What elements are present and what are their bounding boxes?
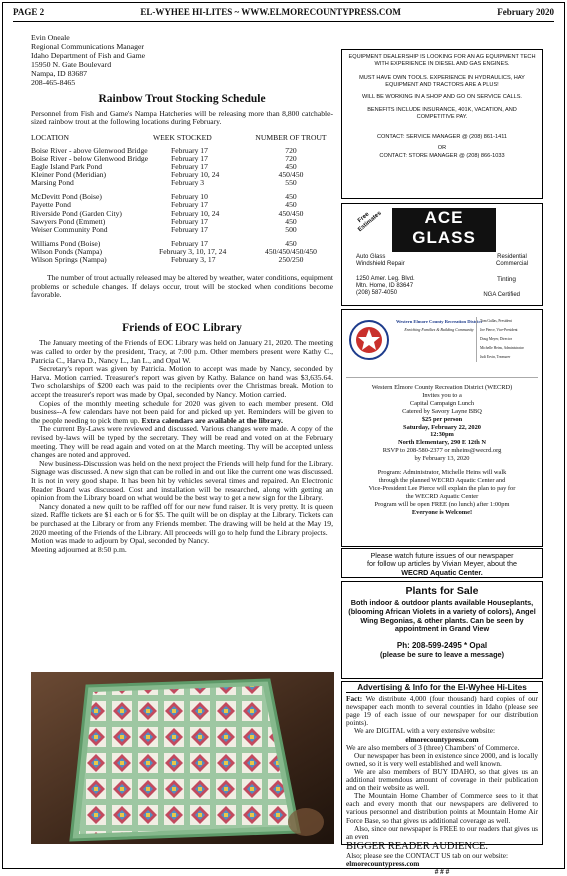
glass-services-left	[356, 254, 405, 268]
invite-line: RSVP to 208-580-2377 or mheins@wecrd.org	[382, 447, 502, 455]
info-fact	[346, 695, 538, 727]
invite-line: North Elementary, 290 E 12th N	[397, 439, 487, 447]
library-paragraph: The January meeting of the Friends of EOC Library was held on January 21, 2020. The meeting was called to order by the president, Tracy, at 7:00 p.m. Other members present were Kathy C., Patricia C., Harva D., Nancy L., Jan L., and Opal W.	[31, 338, 333, 365]
library-article	[31, 339, 333, 554]
row-number: 550	[285, 178, 297, 188]
nga-certified: NGA Certified	[483, 292, 520, 298]
plants-title: Plants for Sale	[405, 585, 479, 597]
row-location: Marsing Pond	[31, 178, 74, 188]
row-week: February 17	[171, 200, 208, 210]
info-website: elmorecountypress.com	[405, 734, 479, 744]
masthead-title: EL-WYHEE HI-LITES ~ WWW.ELMORECOUNTYPRESS.COM	[140, 7, 401, 17]
row-week: February 17	[171, 153, 208, 163]
invite-line: Western Elmore County Recreation District (WECRD)	[371, 384, 513, 391]
invite-line: by February 13, 2020	[414, 455, 470, 463]
quilt-photo	[31, 672, 334, 844]
row-week: February 17	[171, 238, 208, 248]
row-week: February 10	[171, 192, 208, 202]
row-number: 450	[285, 238, 297, 248]
row-number: 500	[285, 224, 297, 234]
glass-services-right	[496, 254, 528, 268]
invite-line: $25 per person	[421, 415, 463, 423]
table-row	[31, 226, 331, 234]
contact-line: Regional Communications Manager	[31, 42, 145, 51]
row-week: February 17	[171, 216, 208, 226]
newspaper-page	[2, 2, 565, 876]
ad-ace-glass	[341, 203, 543, 306]
ad-line: BENEFITS INCLUDE INSURANCE, 401K, VACATION, AND COMPETITIVE PAY.	[367, 107, 517, 121]
tinting-label: Tinting	[497, 276, 516, 283]
trout-heading: Rainbow Trout Stocking Schedule	[98, 93, 266, 105]
library-heading: Friends of EOC Library	[122, 321, 242, 334]
invite-line: Program: Administrator, Michelle Heins will walk	[377, 469, 507, 477]
info-bigger: BIGGER READER AUDIENCE.	[346, 840, 489, 852]
row-location: Wilson Springs (Nampa)	[31, 255, 107, 264]
ad-line: MUST HAVE OWN TOOLS. EXPERIENCE IN HYDRAULICS, HAY EQUIPMENT AND TRACTORS ARE A PLUS!	[359, 74, 525, 89]
row-number: 450/450	[278, 170, 304, 180]
fact-text: We distribute 4,000 (four thousand) hard copies of our newspaper each month to several counties in Idaho (please see page 19 of each issue of our newspaper for our distribution points).	[346, 694, 538, 728]
row-week: February 17	[171, 224, 208, 234]
contact-line: Idaho Department of Fish and Game	[31, 51, 146, 60]
row-number: 450	[285, 162, 297, 172]
contact-line: Evin Oneale	[31, 33, 70, 42]
row-location: McDevitt Pond (Boise)	[31, 192, 102, 202]
row-location: Payette Pond	[31, 200, 71, 210]
ad-line: EQUIPMENT DEALERSHIP IS LOOKING FOR AN AG EQUIPMENT TECH WITH EXPERIENCE IN DIESEL AND GAS ENGINES.	[348, 54, 536, 68]
header-rule	[13, 21, 554, 22]
ad-line: CONTACT: SERVICE MANAGER @ (208) 861-1411	[376, 133, 508, 140]
info-members: We are also members of 3 (three) Chambers' of Commerce.	[346, 742, 520, 752]
row-number: 250/250	[278, 255, 304, 264]
info-chamber: The Mountain Home Chamber of Commerce sees to it that each and every month that our newspapers are delivered to various personnel and distribution points at Mountain Home Air Force Base, so that gives us additional coverage as well.	[346, 791, 538, 825]
info-website-2: elmorecountypress.com	[346, 858, 420, 868]
ad-plants-for-sale	[341, 581, 543, 679]
col-week: WEEK STOCKED	[153, 132, 212, 142]
ad-vivian-followup	[341, 548, 543, 578]
address-line: Mtn. Home, ID 83647	[356, 283, 414, 289]
library-paragraph: New business-Discussion was held on the next project the Friends will help fund for the Library. Signage was discussed. A new sign that can be rolled in and out like the current one was discussed. It is not in very good shape. It has been hit by vehicles several times and repaired. An Electronic Reader Board was discussed. Cost and installation will be researched, along with getting an opinion from the Library board on what would be the best way to get a new sign for the Library.	[31, 458, 333, 503]
row-location: Boise River - below Glenwood Bridge	[31, 153, 149, 163]
library-paragraph: Motion was made to adjourn by Opal, seconded by Nancy.	[31, 536, 210, 546]
library-paragraph: Secretary's report was given by Patricia. Motion to accept was made by Nancy, seconded by Harva. Motion carried. Treasurer's report was given by Kathy. Balance on hand was $3,635.64. Two scholarships of $200 each was paid to the recipients over the Christmas break. Motion to accept the treasurer's report was made by Opal, seconded by Nancy. Motion carried.	[31, 364, 333, 400]
info-title: Advertising & Info for the El-Wyhee Hi-Lites	[346, 684, 538, 693]
board-member: Judi Ervin, Treasurer	[480, 355, 511, 359]
row-week: February 17	[171, 162, 208, 172]
ad-wecrd-lunch	[341, 309, 543, 547]
followup-line: for follow up articles by Vivian Meyer, about the	[366, 559, 518, 569]
row-week: February 3	[171, 178, 205, 188]
row-location: Sawyers Pond (Emmett)	[31, 216, 106, 226]
invite-line: Everyone is Welcome!	[411, 508, 473, 516]
invite-line: 12:30pm	[430, 431, 454, 439]
table-row	[31, 256, 331, 264]
library-paragraph-text: Copies of the monthly meeting schedule for 2020 was given to each member present. Old business--A few calendars have not been paid for and picked up yet. Reminders will be given to the people needing to pick them up.	[31, 398, 333, 425]
trout-closing: The number of trout actually released may be altered by weather, water conditions, equipment problems or schedule changes. If delays occur, trout will be stocked when conditions become favorable.	[31, 273, 333, 300]
wecrd-tagline: Enriching Families & Building Community	[404, 327, 474, 332]
row-location: Boise River - above Glenwood Bridge	[31, 145, 148, 155]
row-location: Riverside Pond (Garden City)	[31, 208, 122, 218]
row-week: February 10, 24	[171, 208, 220, 218]
board-member: Doug Meyer, Director	[480, 337, 512, 341]
ace-glass-logo	[392, 208, 496, 252]
wecrd-letterhead	[346, 313, 538, 378]
left-column	[31, 25, 333, 554]
wecrd-org-name: Western Elmore County Recreation District	[395, 319, 483, 324]
row-number: 450	[285, 200, 297, 210]
invite-line: Invites you to a	[422, 391, 462, 399]
quilt-image	[31, 672, 334, 844]
logo-word-glass: GLASS	[412, 228, 476, 247]
page-header	[13, 7, 554, 21]
row-week: February 17	[171, 145, 208, 155]
row-number: 720	[285, 145, 297, 155]
col-number: NUMBER OF TROUT	[255, 132, 327, 142]
col-location: LOCATION	[31, 132, 69, 142]
ad-equipment-dealership	[341, 49, 543, 199]
row-number: 450/450	[278, 208, 304, 218]
ad-line: OR	[437, 145, 447, 152]
issue-date: February 2020	[497, 7, 554, 17]
library-paragraph	[31, 400, 333, 426]
row-number: 450/450/450/450	[265, 246, 317, 256]
address-line: 1250 Amer. Leg. Blvd.	[356, 276, 415, 282]
info-buy-idaho: We are also members of BUY IDAHO, so that gives us an additional tremendous amount of coverage in their publication and on their website as well.	[346, 766, 538, 793]
contact-line: 15950 N. Gate Boulevard	[31, 60, 112, 69]
logo-word-ace: ACE	[424, 208, 464, 227]
row-number: 450	[285, 216, 297, 226]
invite-line: through the planned WECRD Aquatic Center and	[378, 476, 506, 484]
followup-line: WECRD Aquatic Center.	[401, 567, 483, 577]
board-member: Tom Gallas, President	[480, 319, 512, 323]
library-paragraph: Nancy donated a new quilt to be raffled off for our new fund raiser. It is very pretty. It is queen sized. Raffle tickets are $1 each or 6 for $5. The quilt will be on display at the Library. Tickets can be purchased at the Library or from any Friends member. The drawing will be held at the May 19, 2020 meeting of the Friends of the Library. All proceeds will go to help fund the Library projects.	[31, 501, 333, 537]
service-text: Commercial	[495, 261, 528, 267]
info-free: Also, since our newspaper is FREE to our readers that gives us an even	[346, 823, 538, 841]
fact-label: Fact:	[346, 694, 363, 704]
wecrd-logo-icon	[348, 319, 390, 361]
ad-line: WILL BE WORKING IN A SHOP AND GO ON SERVICE CALLS.	[362, 93, 522, 100]
invite-line: the WECRD Aquatic Center	[405, 492, 479, 500]
row-week: February 3, 17	[171, 255, 216, 264]
board-member: Joe Pierce, Vice-President	[480, 328, 518, 332]
library-paragraph: The current By-Laws were reviewed and discussed. Various changes were made. A copy of the revised by-laws will be typed by the secretary. They will be read and voted on at the February meeting. They will be read again and voted on at the March meeting. Thy will be accepted unless changes are noted and approved.	[31, 424, 333, 460]
plants-body: Both indoor & outdoor plants available Houseplants, (blooming African Violets in a variety of colors), Angel Wing Begonias, & other plants. Can be seen by appointment in Grand View	[348, 598, 536, 634]
contact-line: 208-465-8465	[31, 78, 76, 87]
trout-table-header	[31, 134, 331, 142]
row-location: Kleiner Pond (Meridian)	[31, 170, 107, 180]
invite-line: Capital Campaign Lunch	[409, 399, 475, 407]
row-week: February 10, 24	[171, 170, 220, 180]
calendar-note: Extra calendars are available at the library.	[141, 415, 283, 425]
row-location: Wilson Ponds (Nampa)	[31, 246, 102, 256]
page-number: PAGE 2	[13, 7, 45, 17]
trout-table	[31, 134, 331, 264]
row-location: Weiser Community Pond	[31, 224, 108, 234]
service-text: Residential	[497, 254, 527, 260]
ad-info-box	[341, 681, 543, 876]
table-row	[31, 179, 331, 187]
service-text: Windshield Repair	[356, 261, 405, 267]
info-end-mark: # # #	[434, 866, 450, 876]
plants-phone: Ph: 208-599-2495 * Opal	[396, 641, 488, 651]
info-existence: Our newspaper has been in existence since 2000, and is locally owned, so it is very well established and well known.	[346, 750, 538, 768]
plants-note: (please be sure to leave a message)	[379, 650, 505, 660]
free-estimates-badge: Free Estimates	[356, 209, 383, 233]
wecrd-board	[476, 317, 536, 362]
invite-line: Catered by Savory Layne BBQ	[402, 407, 482, 415]
row-location: Williams Pond (Boise)	[31, 238, 101, 248]
library-paragraph: Meeting adjourned at 8:50 p.m.	[31, 544, 127, 554]
info-contact: Also; please see the CONTACT US tab on our website:	[346, 850, 509, 860]
wecrd-invite	[342, 384, 542, 517]
row-number: 720	[285, 153, 297, 163]
row-number: 450	[285, 192, 297, 202]
invite-line: Vice-President Lee Pierce will explain the plan to pay for	[368, 484, 516, 492]
info-digital: We are DIGITAL with a very extensive website:	[354, 726, 495, 736]
row-location: Eagle Island Park Pond	[31, 162, 103, 172]
address-line: (208) 587-4050	[356, 290, 398, 296]
row-week: February 3, 10, 17, 24	[159, 246, 227, 256]
followup-line: Please watch future issues of our newspaper	[370, 551, 514, 560]
service-text: Auto Glass	[356, 254, 386, 260]
trout-intro: Personnel from Fish and Game's Nampa Hatcheries will be releasing more than 8,800 catchable-sized rainbow trout at the following locations during February.	[31, 108, 333, 127]
invite-line: Saturday, February 22, 2020	[403, 423, 481, 431]
glass-address	[356, 276, 415, 297]
ad-line: CONTACT: STORE MANAGER @ (208) 866-1033	[379, 152, 505, 159]
contact-block	[31, 33, 333, 87]
board-member: Michelle Heins, Administrator	[480, 346, 524, 350]
invite-line: Program will be open FREE (no lunch) after 1:00pm	[374, 500, 510, 508]
contact-line: Nampa, ID 83687	[31, 69, 88, 78]
